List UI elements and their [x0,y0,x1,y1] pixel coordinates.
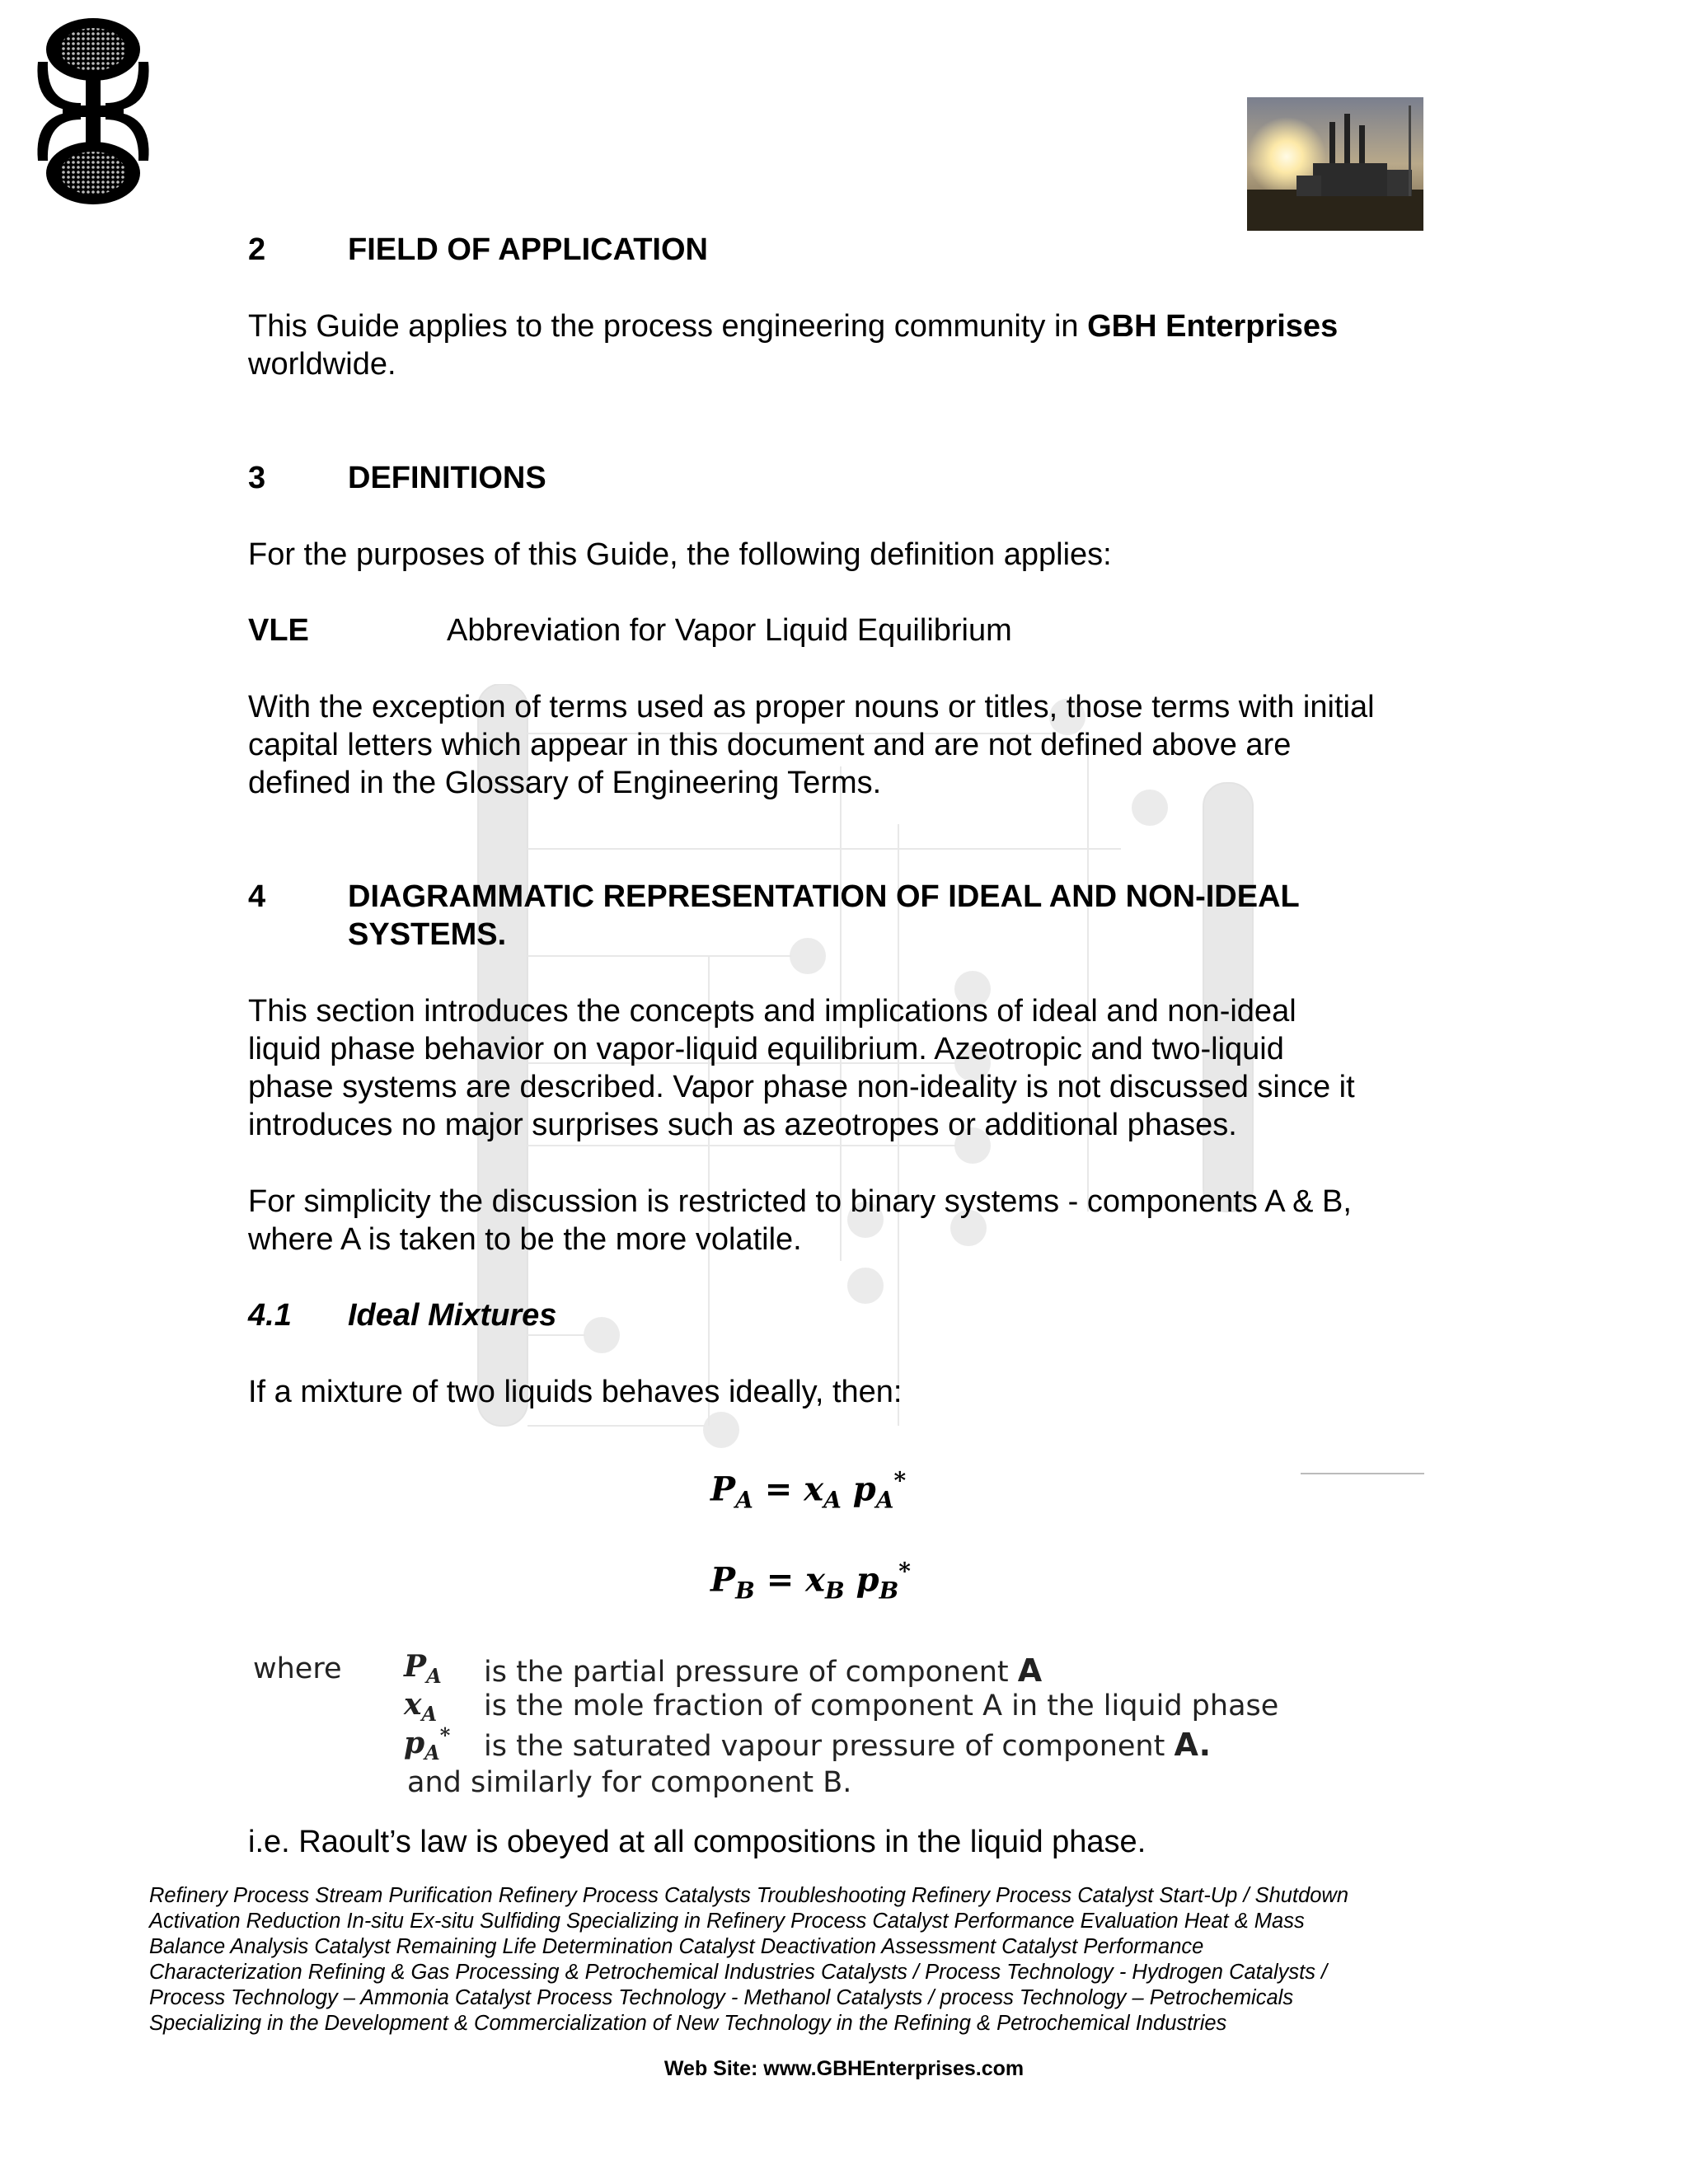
subsection-number: 4.1 [248,1298,292,1333]
field-of-application-paragraph [248,307,1451,383]
text-line: phase systems are described. Vapor phase non-ideality is not discussed since it [248,1070,1355,1104]
company-emblem-icon [31,16,155,206]
section-number: 3 [248,461,266,495]
eq-symbol: x [804,1469,824,1509]
section-title [348,878,1300,954]
section-number: 2 [248,232,266,267]
where-block [253,1649,1325,1809]
footer-line: Activation Reduction In-situ Ex-situ Sulfiding Specializing in Refinery Process Catalyst Performance Evaluation Heat & Mass [149,1910,1305,1933]
paragraph-text: worldwide. [248,347,396,382]
footer-line: Balance Analysis Catalyst Remaining Life Determination Catalyst Deactivation Assessment Catalyst Performance [149,1935,1204,1958]
refinery-sunset-photo [1247,97,1423,231]
text-line: defined in the Glossary of Engineering Terms. [248,766,882,800]
diagrammatic-paragraph-1 [248,992,1451,1144]
where-bold: A [1017,1652,1043,1689]
text-line: liquid phase behavior on vapor-liquid equilibrium. Azeotropic and two-liquid [248,1032,1284,1066]
where-text: is the partial pressure of component [484,1656,1018,1689]
symbol-partial-pressure [404,1649,442,1688]
where-label: where [253,1652,342,1685]
eq-superscript: * [898,1558,911,1585]
section-title: FIELD OF APPLICATION [348,232,708,267]
symbol-mole-fraction [404,1687,437,1726]
where-text: is the saturated vapour pressure of component [484,1730,1175,1763]
section-title-line: SYSTEMS. [348,917,507,952]
eq-symbol: P [710,1469,736,1509]
section-2-heading [248,231,1402,269]
where-row-3 [484,1727,1211,1763]
eq-subscript: A [875,1486,894,1514]
paragraph-text: This Guide applies to the process engineering community in [248,309,1088,344]
text-line: introduces no major surprises such as azeotropes or additional phases. [248,1108,1237,1142]
eq-symbol: P [710,1560,736,1600]
section-title: DEFINITIONS [348,461,546,495]
eq-symbol: x [805,1560,825,1600]
ideal-intro: If a mixture of two liquids behaves ideally, then: [248,1375,903,1409]
where-bold: A. [1174,1727,1212,1763]
divider [1301,1473,1424,1474]
text-line: where A is taken to be the more volatile. [248,1222,802,1257]
raoult-statement: i.e. Raoult’s law is obeyed at all compositions in the liquid phase. [248,1825,1146,1859]
diagrammatic-paragraph-2 [248,1183,1451,1258]
definition-text: Abbreviation for Vapor Liquid Equilibrium [447,613,1012,648]
eq-superscript: * [893,1467,907,1494]
eq-subscript: B [879,1577,899,1605]
section-number: 4 [248,879,266,914]
section-3-heading [248,459,1402,497]
footer-line: Characterization Refining & Gas Processing & Petrochemical Industries Catalysts / Process Technology - Hydrogen Catalysts / [149,1961,1328,1984]
footer-line: Specializing in the Development & Commercialization of New Technology in the Refining & Petrochemical Industries [149,2012,1227,2035]
symbol-vapour-pressure [404,1723,450,1765]
where-row-1 [484,1652,1042,1689]
text-line: For simplicity the discussion is restricted to binary systems - components A & B, [248,1184,1352,1219]
text-line: capital letters which appear in this document and are not defined above are [248,728,1292,762]
eq-subscript: A [823,1486,842,1514]
sym-letter: P [404,1649,427,1684]
definitions-note [248,688,1451,802]
sym-subscript: A [426,1664,442,1689]
eq-subscript: B [825,1577,845,1605]
footer-services [149,1883,1435,2036]
definition-term: VLE [248,613,309,648]
definition-vle [248,612,1451,649]
section-title-line: DIAGRAMMATIC REPRESENTATION OF IDEAL AND NON-IDEAL [348,879,1300,914]
equation-raoult-b: $P_B = x_B$ $p_B^*$ [710,1558,911,1605]
footer-line: Process Technology – Ammonia Catalyst Process Technology - Methanol Catalysts / process Technology – Petrochemicals [149,1986,1294,2009]
sym-subscript: A [424,1741,440,1765]
eq-subscript: A [735,1486,753,1514]
subsection-heading [248,1296,1402,1334]
eq-symbol: p [852,1469,876,1509]
definitions-intro: For the purposes of this Guide, the following definition applies: [248,537,1112,572]
equation-raoult-a: $P_A = x_A$ $p_A^*$ [710,1467,907,1514]
sym-letter: x [404,1687,422,1722]
footer-line: Refinery Process Stream Purification Refinery Process Catalysts Troubleshooting Refinery Process Catalyst Start-Up / Shutdown [149,1884,1349,1907]
sym-superscript: * [439,1723,451,1747]
text-line: This section introduces the concepts and implications of ideal and non-ideal [248,994,1296,1029]
section-4-heading [248,878,1451,954]
eq-subscript: B [735,1577,755,1605]
where-row-2 [484,1690,1278,1722]
eq-symbol: p [856,1560,879,1600]
subsection-title: Ideal Mixtures [348,1298,557,1333]
company-name: GBH Enterprises [1087,309,1339,344]
where-similarly: and similarly for component B. [407,1766,852,1799]
sym-letter: p [404,1726,425,1760]
sym-subscript: A [421,1702,438,1727]
website-link[interactable]: Web Site: www.GBHEnterprises.com [663,2057,1025,2080]
text-line: With the exception of terms used as proper nouns or titles, those terms with initial [248,690,1375,724]
where-text: is the mole fraction of component A in the liquid phase [484,1690,1279,1722]
